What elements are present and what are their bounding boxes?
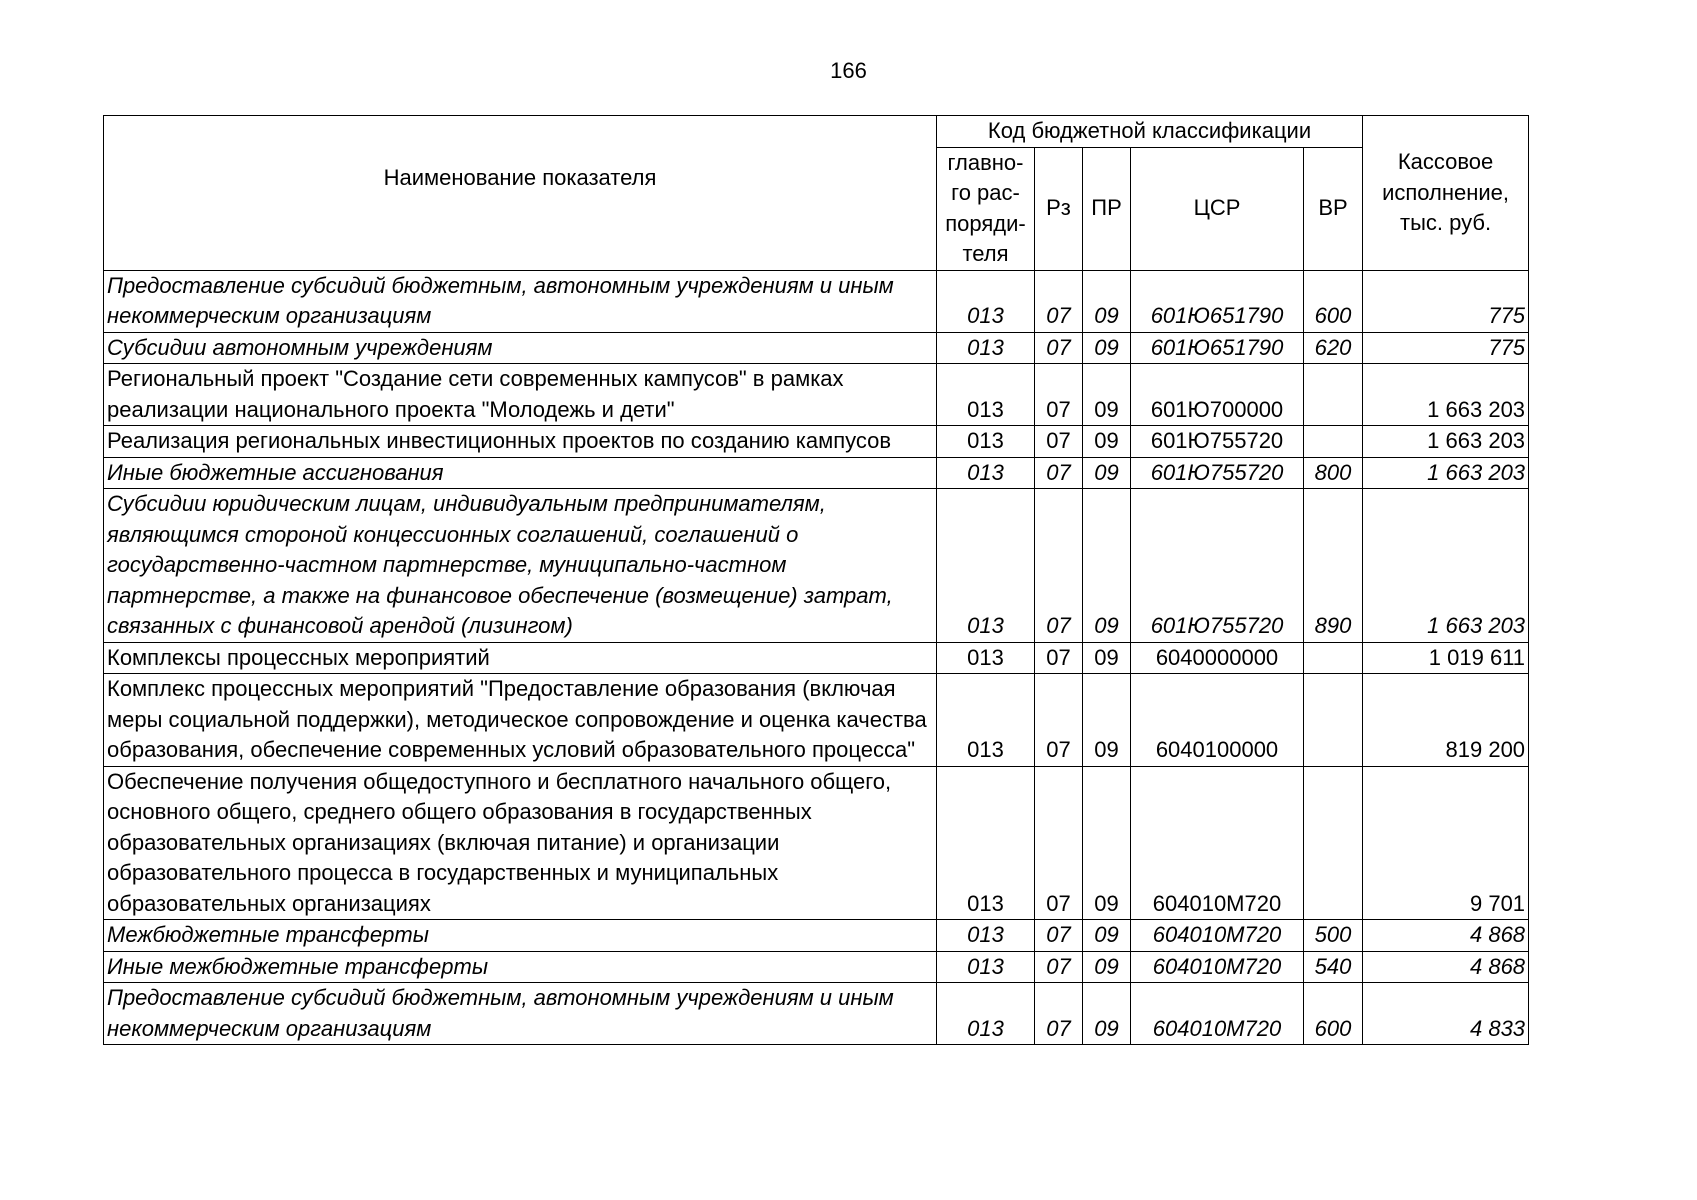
row-pr: 09 <box>1083 457 1131 489</box>
header-row-1 <box>104 116 1529 148</box>
row-pr: 09 <box>1083 983 1131 1045</box>
table-body <box>104 270 1529 1045</box>
row-vr <box>1304 766 1363 920</box>
row-vr <box>1304 642 1363 674</box>
row-name: Комплекс процессных мероприятий "Предоставление образования (включая меры социальной поддержки), методическое сопровождение и оценка качества образования, обеспечение современных условий образовательного процесса" <box>104 674 937 767</box>
row-rz: 07 <box>1035 766 1083 920</box>
row-grbs: 013 <box>937 457 1035 489</box>
row-vr: 600 <box>1304 983 1363 1045</box>
row-grbs: 013 <box>937 426 1035 458</box>
row-name: Комплексы процессных мероприятий <box>104 642 937 674</box>
row-grbs: 013 <box>937 920 1035 952</box>
row-amount: 1 663 203 <box>1363 457 1529 489</box>
row-vr: 800 <box>1304 457 1363 489</box>
header-rz: Рз <box>1035 147 1083 270</box>
row-csr: 601Ю755720 <box>1131 426 1304 458</box>
row-name: Предоставление субсидий бюджетным, автономным учреждениям и иным некоммерческим организациям <box>104 983 937 1045</box>
table-row <box>104 983 1529 1045</box>
row-csr: 601Ю755720 <box>1131 489 1304 643</box>
row-rz: 07 <box>1035 457 1083 489</box>
row-name: Региональный проект "Создание сети современных кампусов" в рамках реализации национального проекта "Молодежь и дети" <box>104 364 937 426</box>
row-amount: 4 868 <box>1363 951 1529 983</box>
header-grbs: главно- го рас- поряди- теля <box>937 147 1035 270</box>
row-grbs: 013 <box>937 270 1035 332</box>
row-vr <box>1304 364 1363 426</box>
row-amount: 4 868 <box>1363 920 1529 952</box>
row-pr: 09 <box>1083 364 1131 426</box>
row-pr: 09 <box>1083 951 1131 983</box>
row-rz: 07 <box>1035 364 1083 426</box>
row-csr: 604010М720 <box>1131 766 1304 920</box>
row-rz: 07 <box>1035 920 1083 952</box>
table-row <box>104 364 1529 426</box>
row-name: Межбюджетные трансферты <box>104 920 937 952</box>
row-vr: 600 <box>1304 270 1363 332</box>
row-name: Иные бюджетные ассигнования <box>104 457 937 489</box>
row-csr: 604010М720 <box>1131 951 1304 983</box>
row-pr: 09 <box>1083 674 1131 767</box>
header-kbk-group: Код бюджетной классификации <box>937 116 1363 148</box>
row-name: Предоставление субсидий бюджетным, автономным учреждениям и иным некоммерческим организациям <box>104 270 937 332</box>
row-pr: 09 <box>1083 270 1131 332</box>
table-row <box>104 270 1529 332</box>
row-csr: 601Ю755720 <box>1131 457 1304 489</box>
budget-table <box>103 115 1529 1045</box>
row-csr: 601Ю651790 <box>1131 332 1304 364</box>
row-amount: 1 663 203 <box>1363 426 1529 458</box>
header-name: Наименование показателя <box>104 116 937 271</box>
row-rz: 07 <box>1035 489 1083 643</box>
table-row <box>104 489 1529 643</box>
table-row <box>104 457 1529 489</box>
row-vr: 620 <box>1304 332 1363 364</box>
header-amount: Кассовое исполнение, тыс. руб. <box>1363 116 1529 271</box>
row-grbs: 013 <box>937 332 1035 364</box>
row-name: Субсидии юридическим лицам, индивидуальным предпринимателям, являющимся стороной концессионных соглашений, соглашений о государственно-частном партнерстве, муниципально-частном партнерстве, а также на финансовое обеспечение (возмещение) затрат, связанных с финансовой арендой (лизингом) <box>104 489 937 643</box>
row-rz: 07 <box>1035 270 1083 332</box>
row-rz: 07 <box>1035 951 1083 983</box>
row-rz: 07 <box>1035 332 1083 364</box>
row-name: Субсидии автономным учреждениям <box>104 332 937 364</box>
row-csr: 604010М720 <box>1131 983 1304 1045</box>
row-grbs: 013 <box>937 364 1035 426</box>
row-grbs: 013 <box>937 489 1035 643</box>
row-amount: 1 663 203 <box>1363 489 1529 643</box>
row-vr <box>1304 426 1363 458</box>
row-rz: 07 <box>1035 674 1083 767</box>
table-row <box>104 642 1529 674</box>
row-amount: 775 <box>1363 270 1529 332</box>
row-csr: 6040100000 <box>1131 674 1304 767</box>
header-csr: ЦСР <box>1131 147 1304 270</box>
row-pr: 09 <box>1083 920 1131 952</box>
row-pr: 09 <box>1083 426 1131 458</box>
row-rz: 07 <box>1035 983 1083 1045</box>
row-csr: 601Ю651790 <box>1131 270 1304 332</box>
row-grbs: 013 <box>937 951 1035 983</box>
header-pr: ПР <box>1083 147 1131 270</box>
row-vr: 500 <box>1304 920 1363 952</box>
row-amount: 9 701 <box>1363 766 1529 920</box>
row-name: Иные межбюджетные трансферты <box>104 951 937 983</box>
row-rz: 07 <box>1035 426 1083 458</box>
row-name: Реализация региональных инвестиционных проектов по созданию кампусов <box>104 426 937 458</box>
row-amount: 1 019 611 <box>1363 642 1529 674</box>
row-vr: 540 <box>1304 951 1363 983</box>
row-pr: 09 <box>1083 766 1131 920</box>
row-amount: 775 <box>1363 332 1529 364</box>
row-csr: 604010М720 <box>1131 920 1304 952</box>
table-row <box>104 951 1529 983</box>
row-pr: 09 <box>1083 489 1131 643</box>
row-csr: 601Ю700000 <box>1131 364 1304 426</box>
row-amount: 1 663 203 <box>1363 364 1529 426</box>
header-vr: ВР <box>1304 147 1363 270</box>
row-amount: 819 200 <box>1363 674 1529 767</box>
row-pr: 09 <box>1083 642 1131 674</box>
row-vr: 890 <box>1304 489 1363 643</box>
row-amount: 4 833 <box>1363 983 1529 1045</box>
table-row <box>104 426 1529 458</box>
row-pr: 09 <box>1083 332 1131 364</box>
row-grbs: 013 <box>937 642 1035 674</box>
row-vr <box>1304 674 1363 767</box>
table-row <box>104 332 1529 364</box>
table-row <box>104 674 1529 767</box>
row-grbs: 013 <box>937 983 1035 1045</box>
table-row <box>104 920 1529 952</box>
row-csr: 6040000000 <box>1131 642 1304 674</box>
row-grbs: 013 <box>937 766 1035 920</box>
table-row <box>104 766 1529 920</box>
page-number: 166 <box>830 58 867 83</box>
row-grbs: 013 <box>937 674 1035 767</box>
row-rz: 07 <box>1035 642 1083 674</box>
row-name: Обеспечение получения общедоступного и бесплатного начального общего, основного общего, среднего общего образования в государственных образовательных организациях (включая питание) и организации образовательного процесса в государственных и муниципальных образовательных организациях <box>104 766 937 920</box>
